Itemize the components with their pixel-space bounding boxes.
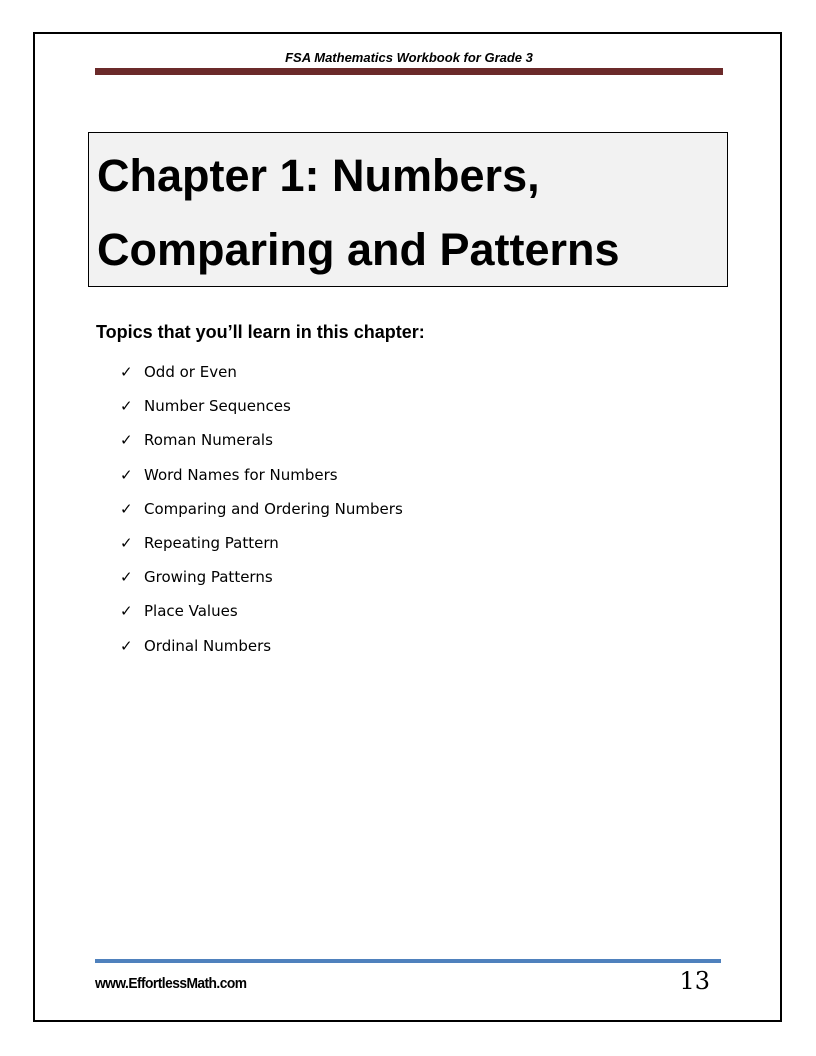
topic-label: Comparing and Ordering Numbers	[144, 499, 403, 518]
topic-label: Ordinal Numbers	[144, 636, 272, 655]
page-number: 13	[679, 967, 710, 995]
list-item	[120, 637, 403, 671]
topic-list	[120, 363, 403, 671]
list-item	[120, 602, 403, 636]
list-item	[120, 431, 403, 465]
chapter-title-line-1: Chapter 1: Numbers,	[97, 150, 540, 201]
checkmark-icon: ✓	[120, 568, 133, 587]
topic-label: Word Names for Numbers	[144, 465, 338, 484]
topic-label: Number Sequences	[144, 397, 291, 416]
checkmark-icon: ✓	[120, 499, 133, 518]
list-item	[120, 568, 403, 602]
list-item	[120, 534, 403, 568]
footer-rule	[95, 959, 721, 963]
list-item	[120, 397, 403, 431]
topic-label: Growing Patterns	[144, 568, 273, 587]
running-header: FSA Mathematics Workbook for Grade 3	[285, 50, 533, 65]
list-item	[120, 363, 403, 397]
checkmark-icon: ✓	[120, 465, 133, 484]
topic-label: Roman Numerals	[144, 431, 273, 450]
topic-label: Repeating Pattern	[144, 533, 279, 552]
list-item	[120, 466, 403, 500]
checkmark-icon: ✓	[120, 397, 133, 416]
topic-label: Place Values	[144, 602, 238, 621]
footer-website: www.EffortlessMath.com	[95, 975, 247, 992]
checkmark-icon: ✓	[120, 533, 133, 552]
chapter-title-box	[88, 132, 728, 287]
chapter-title-line-2: Comparing and Patterns	[97, 224, 620, 275]
list-item	[120, 500, 403, 534]
checkmark-icon: ✓	[120, 431, 133, 450]
header-rule	[95, 68, 723, 75]
checkmark-icon: ✓	[120, 636, 133, 655]
checkmark-icon: ✓	[120, 602, 133, 621]
topics-heading: Topics that you’ll learn in this chapter:	[96, 322, 425, 342]
checkmark-icon: ✓	[120, 363, 133, 381]
topic-label: Odd or Even	[144, 363, 237, 381]
chapter-title	[97, 139, 727, 287]
